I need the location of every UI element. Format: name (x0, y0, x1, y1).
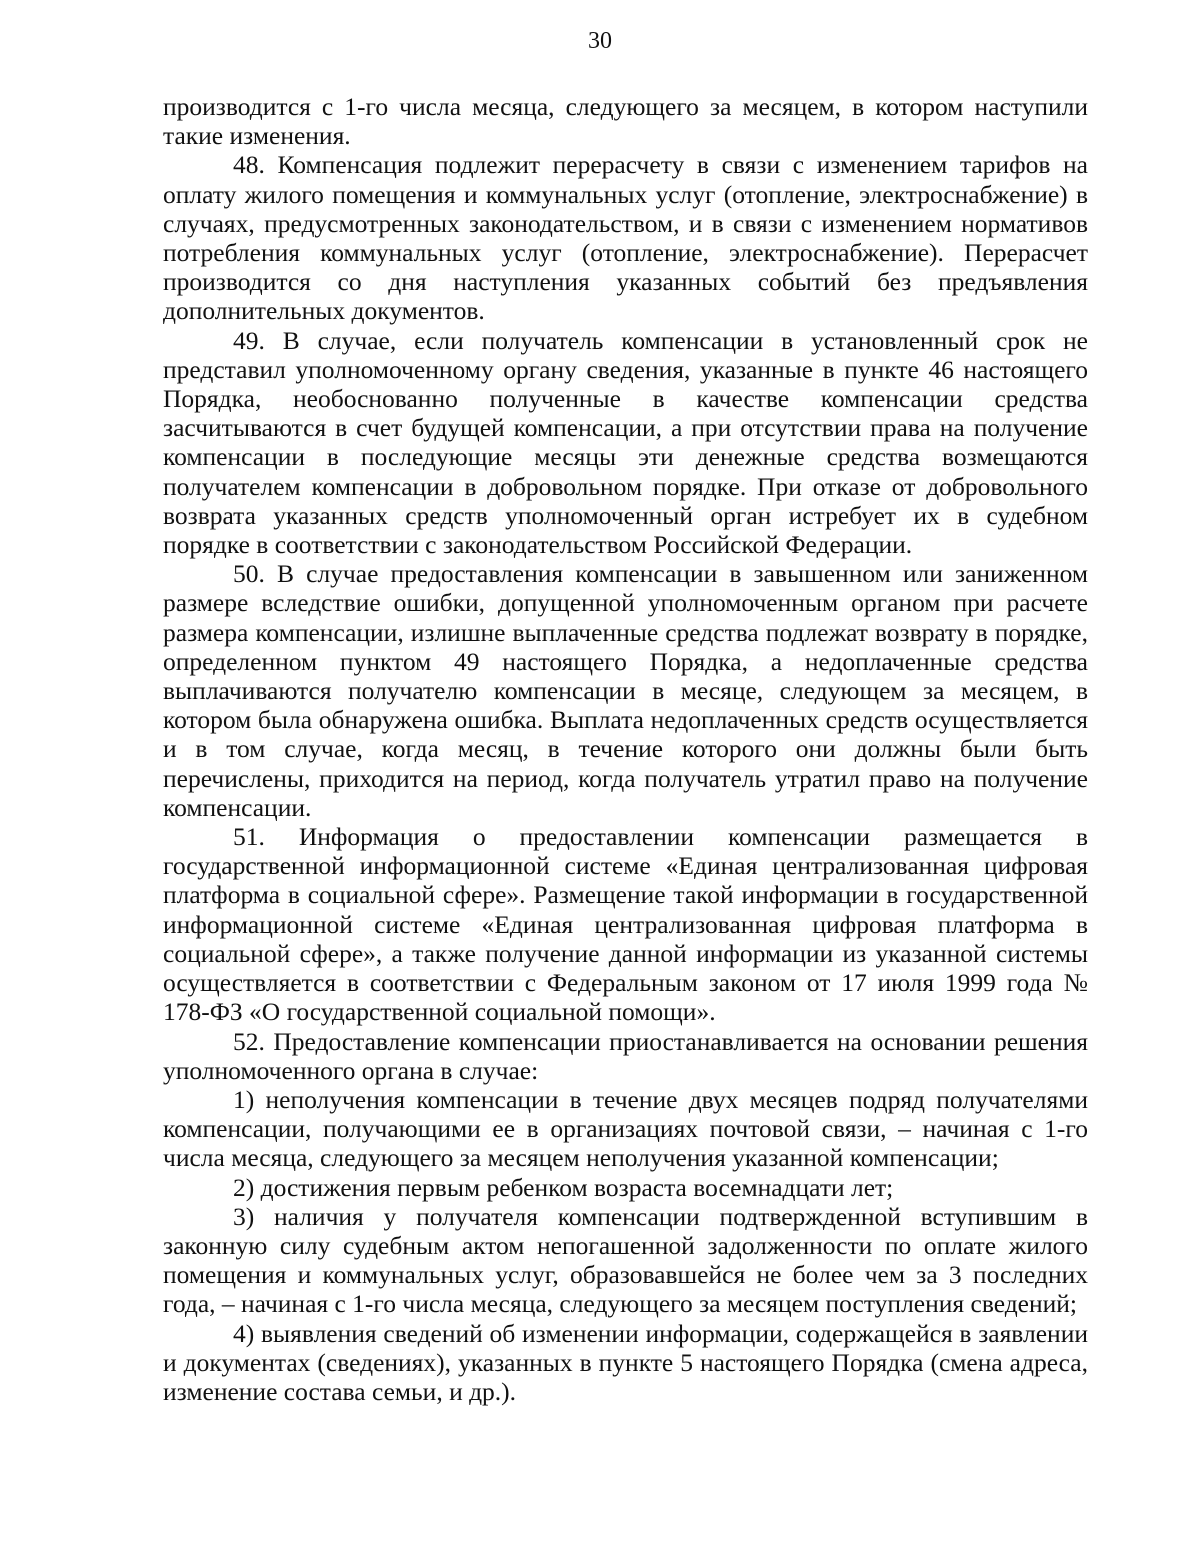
paragraph-50: 50. В случае предоставления компенсации в завышенном или заниженном размере вследствие ошибки, допущенной уполномоченным органом при расчете размера компенсации, излишне выплаченные средства подлежат возврату в порядке, определенном пунктом 49 настоящего Порядка, а недоплаченные средства выплачиваются получателю компенсации в месяце, следующем за месяцем, в котором была обнаружена ошибка. Выплата недоплаченных средств осуществляется и в том случае, когда месяц, в течение которого они должны были быть перечислены, приходится на период, когда получатель утратил право на получение компенсации. (163, 559, 1088, 822)
document-body (163, 92, 1088, 1406)
paragraph-49: 49. В случае, если получатель компенсации в установленный срок не представил уполномоченному органу сведения, указанные в пункте 46 настоящего Порядка, необоснованно полученные в качестве компенсации средства засчитываются в счет будущей компенсации, а при отсутствии права на получение компенсации в последующие месяцы эти денежные средства возмещаются получателем компенсации в добровольном порядке. При отказе от добровольного возврата указанных средств уполномоченный орган истребует их в судебном порядке в соответствии с законодательством Российской Федерации. (163, 325, 1088, 560)
page-number: 30 (588, 28, 612, 54)
paragraph-52-item-2: 2) достижения первым ребенком возраста восемнадцати лет; (233, 1172, 894, 1202)
paragraph-52: 52. Предоставление компенсации приостанавливается на основании решения уполномоченного органа в случае: (163, 1026, 1088, 1085)
paragraph-51: 51. Информация о предоставлении компенсации размещается в государственной информационной системе «Единая централизованная цифровая платформа в социальной сфере». Размещение такой информации в государственной информационной системе «Единая централизованная цифровая платформа в социальной сфере», а также получение данной информации из указанной системы осуществляется в соответствии с Федеральным законом от 17 июля 1999 года № 178-ФЗ «О государственной социальной помощи». (163, 822, 1088, 1027)
paragraph-48: 48. Компенсация подлежит перерасчету в связи с изменением тарифов на оплату жилого помещения и коммунальных услуг (отопление, электроснабжение) в случаях, предусмотренных законодательством, и в связи с изменением нормативов потребления коммунальных услуг (отопление, электроснабжение). Перерасчет производится со дня наступления указанных событий без предъявления дополнительных документов. (163, 150, 1088, 326)
paragraph-52-item-1: 1) неполучения компенсации в течение двух месяцев подряд получателями компенсации, получающими ее в организациях почтовой связи, – начиная с 1-го числа месяца, следующего за месяцем неполучения указанной компенсации; (163, 1084, 1088, 1173)
paragraph-52-item-3: 3) наличия у получателя компенсации подтвержденной вступившим в законную силу судебным актом непогашенной задолженности по оплате жилого помещения и коммунальных услуг, образовавшейся не более чем за 3 последних года, – начиная с 1-го числа месяца, следующего за месяцем поступления сведений; (163, 1201, 1088, 1319)
paragraph-continuation: производится с 1-го числа месяца, следующего за месяцем, в котором наступили такие изменения. (163, 92, 1088, 151)
paragraph-52-item-4: 4) выявления сведений об изменении информации, содержащейся в заявлении и документах (сведениях), указанных в пункте 5 настоящего Порядка (смена адреса, изменение состава семьи, и др.). (163, 1318, 1088, 1406)
